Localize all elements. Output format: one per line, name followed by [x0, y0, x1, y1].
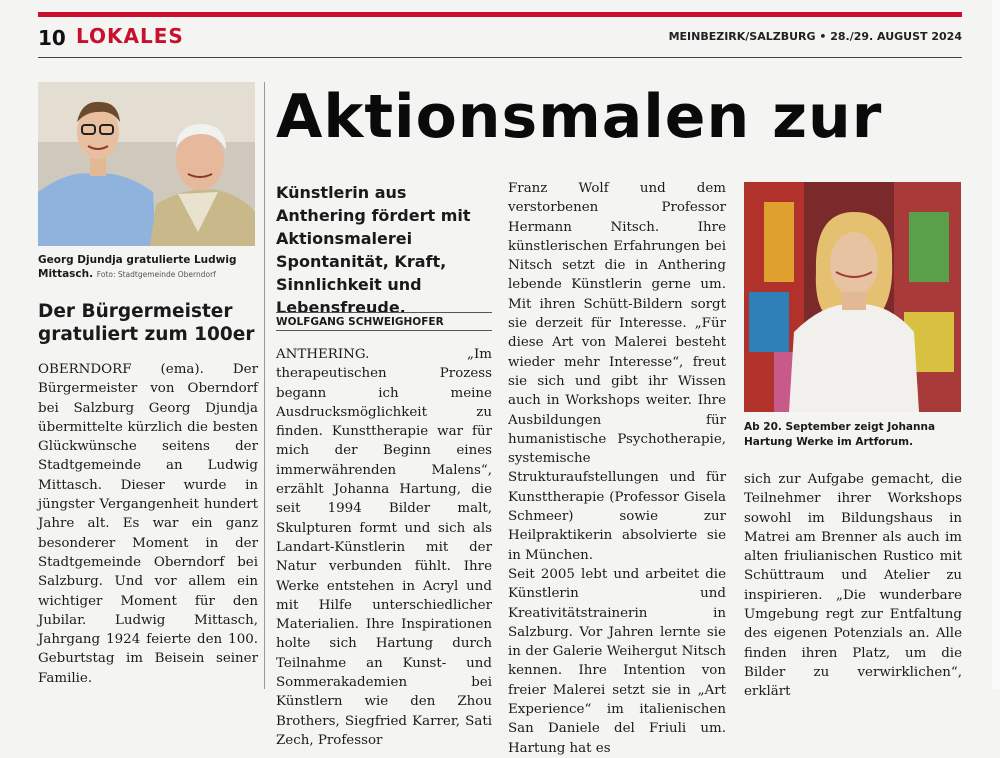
- main-column-2: [508, 179, 726, 758]
- caption-text: Georg Djundja gratulierte Ludwig Mittasch.: [38, 254, 237, 280]
- top-accent-bar: [38, 12, 962, 17]
- photo-caption-left: [38, 253, 260, 282]
- photo-caption-right: Ab 20. September zeigt Johanna Hartung Werke im Artforum.: [744, 421, 936, 448]
- main-column-1: [276, 345, 492, 750]
- page-number: 10: [38, 26, 66, 50]
- main-paragraph-3: Seit 2005 lebt und arbeitet die Künstlerin und Kreativitätstrainerin in Salzburg. Vor Jahren lernte sie in der Galerie Weihergut Nitsch kennen. Ihre Intention von freier Malerei setzt sie in „Art Experience“ im italienischen San Daniele del Friuli um. Hartung hat es: [508, 566, 726, 756]
- photo-mayor-and-jubilarian: [38, 82, 255, 246]
- section-title: LOKALES: [76, 24, 184, 48]
- main-paragraph-4: sich zur Aufgabe gemacht, die Teilnehmer ihrer Workshops sowohl im Bildungshaus in Matrei am Brenner als auch im alten friulianischen Rustico mit Schüttraum und Atelier zu inspirieren. „Die wunderbare Umgebung regt zur Entfaltung des eigenen Potenzials an. Alle finden ihren Platz, um die Bilder zu verwirklichen“, erklärt: [744, 472, 962, 700]
- main-column-3: [744, 470, 962, 702]
- side-story-body: [38, 360, 258, 688]
- main-paragraph-2: Franz Wolf und dem verstorbenen Professor Hermann Nitsch. Ihre künstlerischen Erfahrungen bei Nitsch setzt die in Anthering lebende Künstlerin gerne um. Mit ihren Schütt-Bildern sorgt sie derzeit für Interesse. „Für diese Art von Malerei besteht wieder mehr Interesse“, freut sie sich und gibt ihr Wissen auch in Workshops weiter. Ihre Ausbildungen für humanistische Psychotherapie, systemische Strukturaufstellungen und für Kunsttherapie (Professor Gisela Schmeer) sowie zur Heilpraktikerin absolvierte sie in München.: [508, 181, 726, 563]
- photo-credit: Foto: Stadtgemeinde Oberndorf: [96, 270, 216, 279]
- column-divider: [264, 82, 265, 689]
- main-lead: Künstlerin aus Anthering fördert mit Aktionsmalerei Spontanität, Kraft, Sinnlichkeit und Lebensfreude.: [276, 183, 471, 317]
- masthead: MEINBEZIRK/SALZBURG • 28./29. AUGUST 2024: [668, 30, 962, 43]
- side-story-headline: Der Bürgermeister gratuliert zum 100er: [38, 301, 255, 345]
- main-paragraph-1: ANTHERING. „Im therapeutischen Prozess begann ich meine Ausdrucksmöglichkeit zu finden. Kunsttherapie war für mich der Beginn eines immerwährenden Malens“, erzählt Johanna Hartung, die seit 1994 Bilder malt, Skulpturen formt und sich als Landart-Künstlerin mit der Natur verbunden fühlt. Ihre Werke entstehen in Acryl und mit Hilfe unterschiedlicher Materialien. Ihre Inspirationen holte sich Hartung durch Teilnahme an Kunst- und Sommerakademien bei Künstlern wie den Zhou Brothers, Siegfried Karrer, Sati Zech, Professor: [276, 347, 492, 748]
- photo-artist-johanna-hartung: [744, 182, 961, 412]
- main-headline: Aktionsmalen zur: [276, 82, 883, 152]
- byline: WOLFGANG SCHWEIGHOFER: [276, 312, 492, 331]
- side-story-paragraph: OBERNDORF (ema). Der Bürgermeister von Oberndorf bei Salzburg Georg Djundja übermittelte kürzlich die besten Glückwünsche seitens der Stadtgemeinde an Ludwig Mittasch. Dieser wurde in jüngster Vergangenheit hundert Jahre alt. Es war ein ganz besonderer Moment in der Stadtgemeinde Oberndorf bei Salzburg. Und vor allem ein wichtiger Moment für den Jubilar. Ludwig Mittasch, Jahrgang 1924 feierte den 100. Geburtstag im Beisein seiner Familie.: [38, 362, 258, 686]
- page-edge: [992, 0, 1000, 689]
- header-rule: [38, 57, 962, 58]
